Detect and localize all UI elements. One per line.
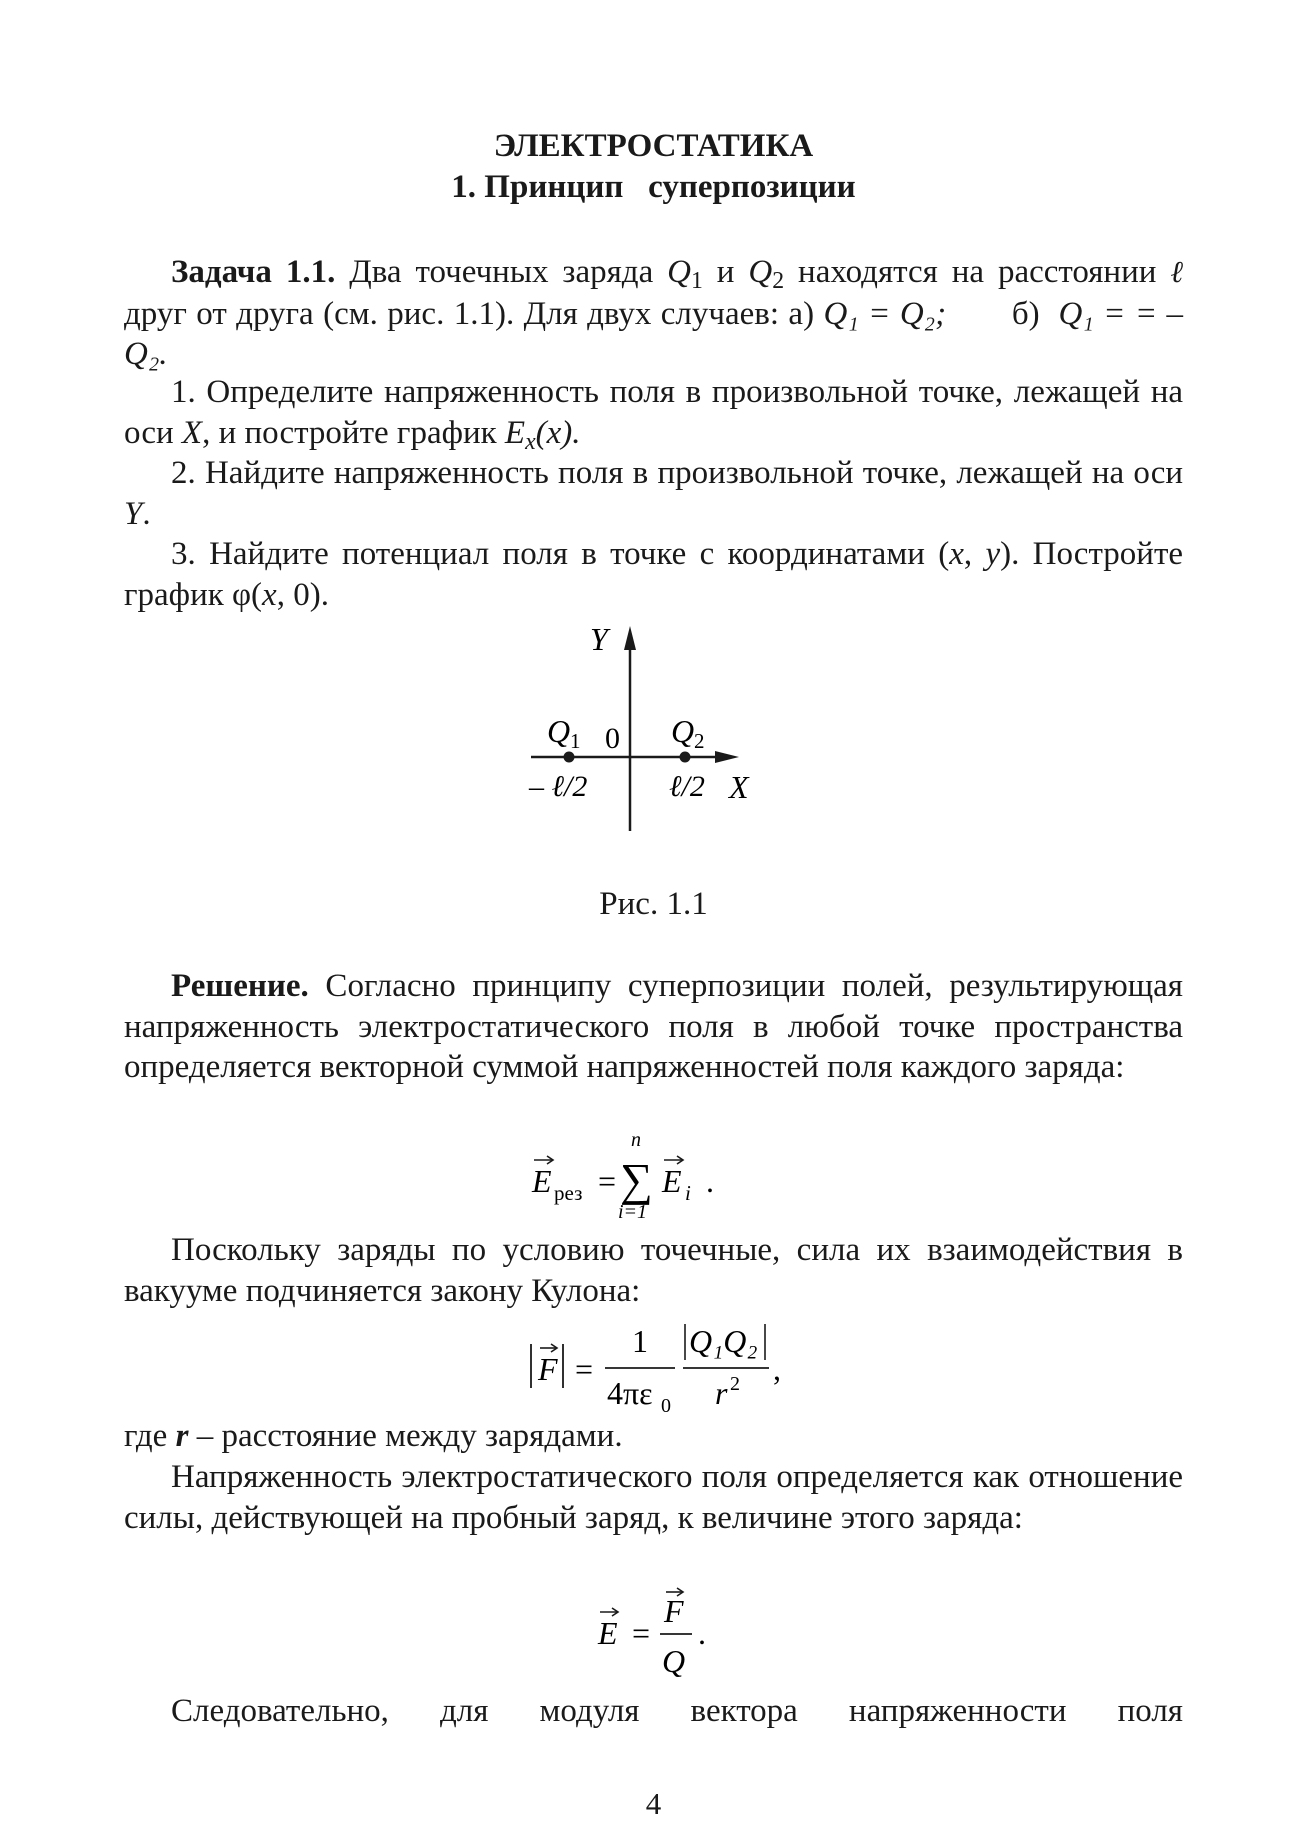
charge-q2-point	[680, 752, 691, 763]
problem-statement: Задача 1.1. Два точечных заряда $Q_1$ и $Q_2$ находятся на расстоянии ℓ друг от друга (см. рис. 1.1). Для двух случаев: а) Q₁ = Q₂; б) Q₁ = = – Q₂.	[124, 254, 1184, 372]
x-axis-label: X	[729, 769, 749, 805]
page-number: 4	[645, 1786, 662, 1821]
y-axis-arrow	[624, 626, 636, 650]
subsection-title: 1. Принцип суперпозиции	[451, 169, 856, 205]
svg-text:E: E	[598, 1615, 618, 1651]
origin-label: 0	[605, 722, 620, 755]
svg-text:n: n	[631, 1130, 641, 1151]
section-title: ЭЛЕКТРОСТАТИКА	[493, 128, 814, 164]
case-a: Q₁ = Q₂;	[823, 295, 947, 332]
svg-text:F: F	[538, 1351, 558, 1387]
svg-text:i: i	[685, 1181, 691, 1205]
item-2: 2. Найдите напряженность поля в произвольной точке, лежащей на оси Y.	[124, 455, 1183, 532]
x-axis-arrow	[715, 751, 739, 763]
plus-half-l-label: ℓ/2	[669, 770, 705, 803]
charge-q1-point	[564, 752, 575, 763]
svg-text:1: 1	[632, 1323, 648, 1359]
svg-text:.: .	[698, 1615, 706, 1651]
where-paragraph: где r – расстояние между зарядами.	[124, 1418, 623, 1454]
formula-superposition	[530, 1130, 740, 1222]
problem-label: Задача 1.1.	[171, 254, 336, 290]
sum-symbol: ∑	[620, 1154, 653, 1205]
q1-label: Q	[547, 713, 571, 749]
svg-text:Q₁Q₂: Q₁Q₂	[689, 1323, 758, 1359]
svg-text:=: =	[632, 1615, 651, 1651]
svg-text:Q: Q	[662, 1643, 686, 1679]
final-paragraph: Следовательно, для модуля вектора напряженности поля	[171, 1693, 1183, 1729]
field-definition-paragraph: Напряженность электростатического поля определяется как отношение силы, действующей на пробный заряд, к величине этого заряда:	[124, 1459, 1183, 1536]
svg-text:r: r	[715, 1375, 728, 1411]
svg-text:i=1: i=1	[618, 1201, 648, 1222]
formula-coulomb	[525, 1310, 795, 1416]
q2-subscript: 2	[694, 729, 705, 753]
case-b-label: б)	[1011, 295, 1040, 332]
svg-text:4πε: 4πε	[607, 1375, 653, 1411]
q2-label: Q	[671, 713, 695, 749]
case-b-right: = – Q₂.	[124, 295, 1184, 372]
svg-text:=: =	[598, 1163, 617, 1199]
figure-caption: Рис. 1.1	[599, 886, 708, 922]
q1-subscript: 1	[570, 729, 581, 753]
item-3: 3. Найдите потенциал поля в точке с координатами (x, y). Постройте график φ(x, 0).	[124, 536, 1184, 613]
svg-text:рез: рез	[554, 1181, 583, 1205]
svg-text:F: F	[664, 1593, 684, 1629]
coulomb-paragraph: Поскольку заряды по условию точечные, сила их взаимодействия в вакууме подчиняется закону Кулона:	[124, 1232, 1183, 1309]
figure-axes-diagram	[525, 626, 765, 846]
svg-text:=: =	[575, 1351, 594, 1387]
solution-paragraph: Решение. Согласно принципу суперпозиции полей, результирующая напряженность электростатического поля в любой точке пространства определяется векторной суммой напряженностей поля каждого заряда:	[124, 968, 1183, 1085]
svg-text:2: 2	[730, 1373, 740, 1395]
svg-text:.: .	[706, 1163, 714, 1199]
svg-text:E: E	[532, 1163, 552, 1199]
svg-text:E: E	[662, 1163, 682, 1199]
solution-label: Решение.	[171, 968, 309, 1004]
minus-half-l-label: – ℓ/2	[529, 770, 588, 803]
formula-field-definition	[596, 1580, 726, 1680]
svg-text:0: 0	[661, 1395, 671, 1416]
item-1: 1. Определите напряженность поля в произвольной точке, лежащей на оси X, и постройте график $E_x(x)$.	[124, 374, 1183, 455]
svg-text:,: ,	[773, 1351, 781, 1387]
y-axis-label: Y	[590, 626, 608, 657]
case-b-left: Q₁ =	[1058, 295, 1126, 332]
